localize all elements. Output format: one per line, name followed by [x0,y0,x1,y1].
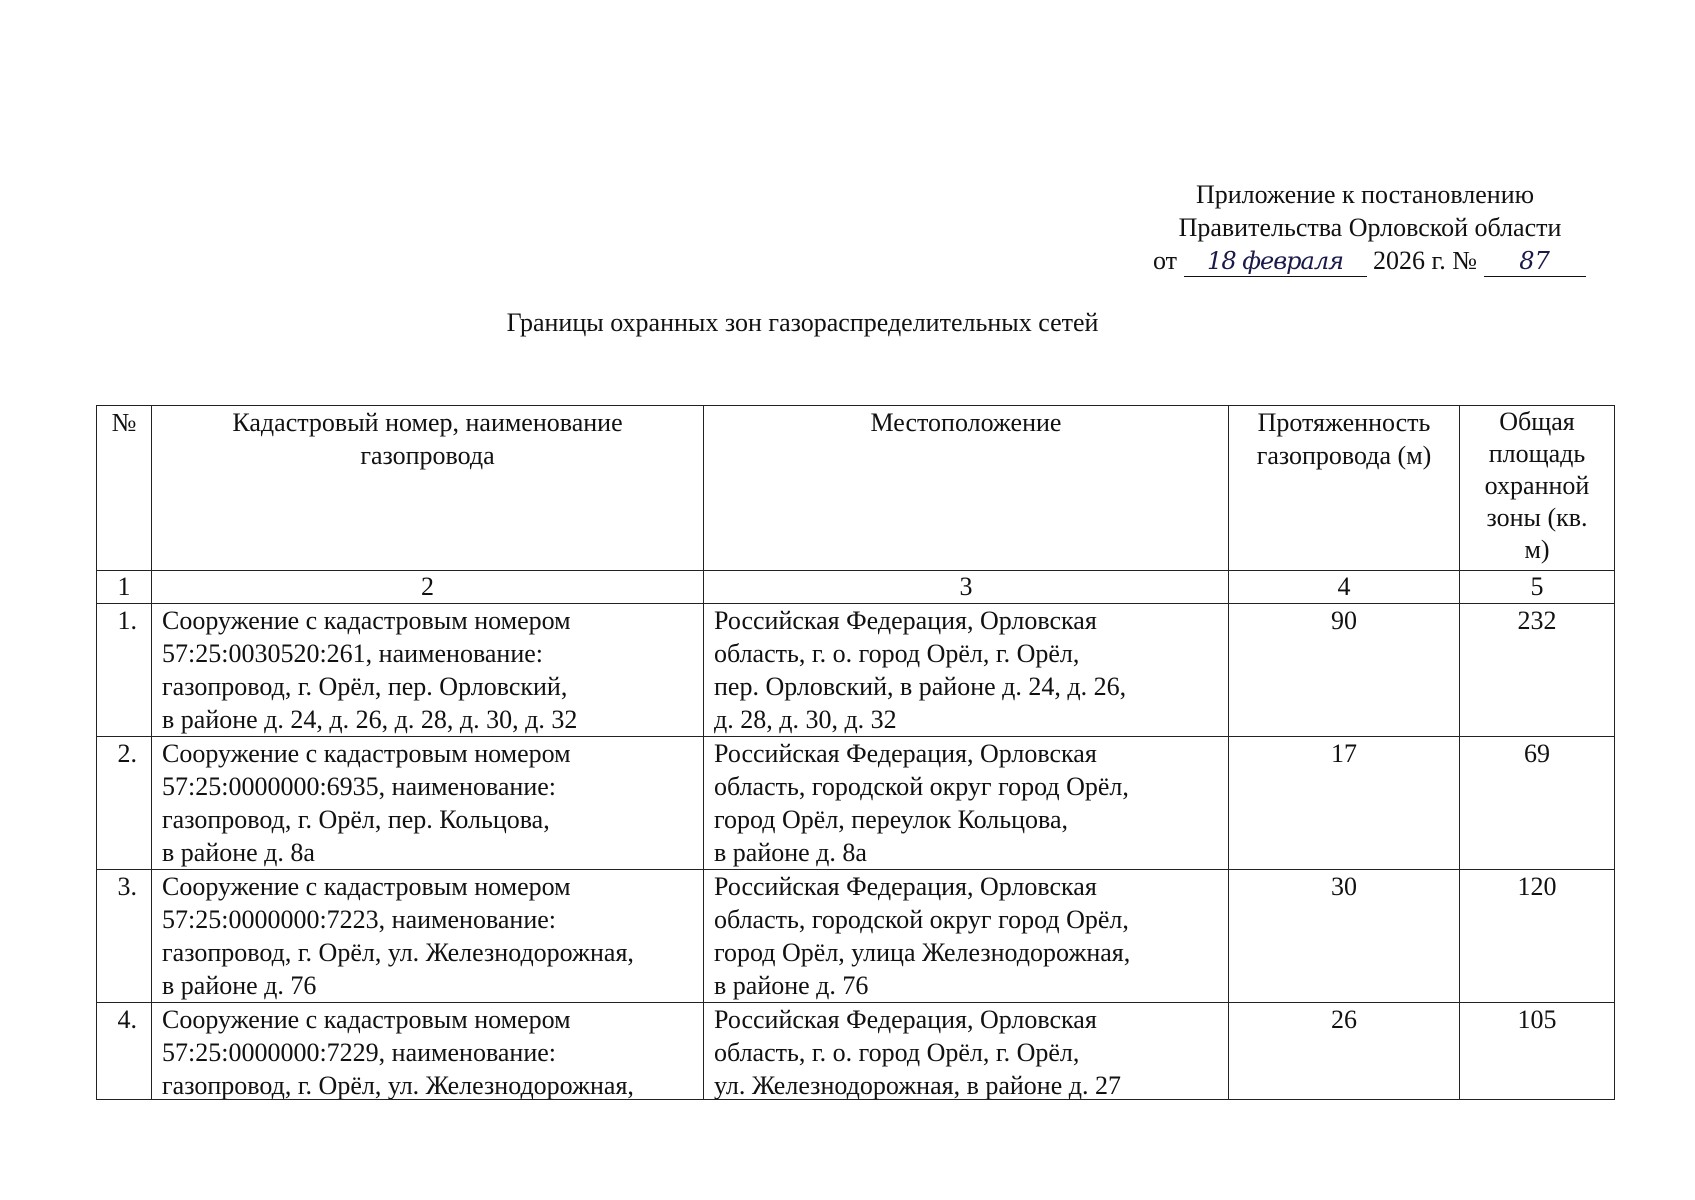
header-number: № [97,406,152,571]
text-line: д. 28, д. 30, д. 32 [714,705,897,734]
text-line: Сооружение с кадастровым номером [162,606,571,635]
text-line: газопровод, г. Орёл, пер. Кольцова, [162,805,550,834]
text-line: Российская Федерация, Орловская [714,739,1097,768]
appendix-date-line [1100,244,1640,277]
text-line: Российская Федерация, Орловская [714,1005,1097,1034]
column-index: 5 [1460,571,1615,604]
row-location [704,1003,1229,1100]
header-area: Общая площадь охранной зоны (кв. м) [1460,406,1615,571]
row-number: 1. [97,604,152,737]
boundaries-table [96,405,1615,1100]
row-cadastral-name [152,870,704,1003]
header-location: Местоположение [704,406,1229,571]
text-line: город Орёл, улица Железнодорожная, [714,938,1131,967]
text-line: 57:25:0000000:6935, наименование: [162,772,557,801]
handwritten-date: 18 февраля [1184,246,1367,277]
text-line: 57:25:0030520:261, наименование: [162,639,544,668]
row-length: 90 [1229,604,1460,737]
text-line: 57:25:0000000:7223, наименование: [162,905,557,934]
text-line: область, городской округ город Орёл, [714,772,1129,801]
row-area: 105 [1460,1003,1615,1100]
text-line: газопровод, г. Орёл, ул. Железнодорожная, [162,1071,634,1099]
table-row [97,604,1615,737]
text-line: в районе д. 76 [714,971,869,1000]
year-text: 2026 г. № [1373,246,1478,275]
text-line: газопровод, г. Орёл, ул. Железнодорожная, [162,938,634,967]
text-line: в районе д. 76 [162,971,317,1000]
row-cadastral-name [152,737,704,870]
text-line: область, г. о. город Орёл, г. Орёл, [714,1038,1080,1067]
text-line: Российская Федерация, Орловская [714,872,1097,901]
row-number: 4. [97,1003,152,1100]
text-line: область, городской округ город Орёл, [714,905,1129,934]
header-length: Протяженность газопровода (м) [1229,406,1460,571]
row-number: 2. [97,737,152,870]
row-length: 26 [1229,1003,1460,1100]
date-prefix: от [1153,246,1178,275]
table-row [97,870,1615,1003]
row-length: 30 [1229,870,1460,1003]
text-line: Сооружение с кадастровым номером [162,1005,571,1034]
column-index: 4 [1229,571,1460,604]
row-location [704,737,1229,870]
row-cadastral-name [152,604,704,737]
text-line: Сооружение с кадастровым номером [162,739,571,768]
appendix-block [1100,178,1640,277]
text-line: ул. Железнодорожная, в районе д. 27 [714,1071,1121,1099]
appendix-line-1: Приложение к постановлению [1195,180,1535,209]
row-location [704,604,1229,737]
row-cadastral-name [152,1003,704,1100]
column-index: 2 [152,571,704,604]
column-index: 1 [97,571,152,604]
document-title-text: Границы охранных зон газораспределительных сетей [506,308,1099,337]
row-area: 69 [1460,737,1615,870]
table-header-row [97,406,1615,571]
row-length: 17 [1229,737,1460,870]
column-index: 3 [704,571,1229,604]
document-title [0,308,1695,338]
table-row [97,737,1615,870]
text-line: в районе д. 8а [162,838,315,867]
row-location [704,870,1229,1003]
text-line: газопровод, г. Орёл, пер. Орловский, [162,672,568,701]
column-index-row [97,571,1615,604]
row-number: 3. [97,870,152,1003]
handwritten-number: 87 [1484,246,1586,277]
text-line: Российская Федерация, Орловская [714,606,1097,635]
text-line: в районе д. 24, д. 26, д. 28, д. 30, д. 32 [162,705,578,734]
row-area: 232 [1460,604,1615,737]
appendix-line-2: Правительства Орловской области [1178,213,1562,242]
text-line: Сооружение с кадастровым номером [162,872,571,901]
text-line: город Орёл, переулок Кольцова, [714,805,1069,834]
text-line: пер. Орловский, в районе д. 24, д. 26, [714,672,1127,701]
text-line: в районе д. 8а [714,838,867,867]
row-area: 120 [1460,870,1615,1003]
header-cadastral: Кадастровый номер, наименование газопровода [152,406,704,571]
text-line: 57:25:0000000:7229, наименование: [162,1038,557,1067]
table-row [97,1003,1615,1100]
text-line: область, г. о. город Орёл, г. Орёл, [714,639,1080,668]
